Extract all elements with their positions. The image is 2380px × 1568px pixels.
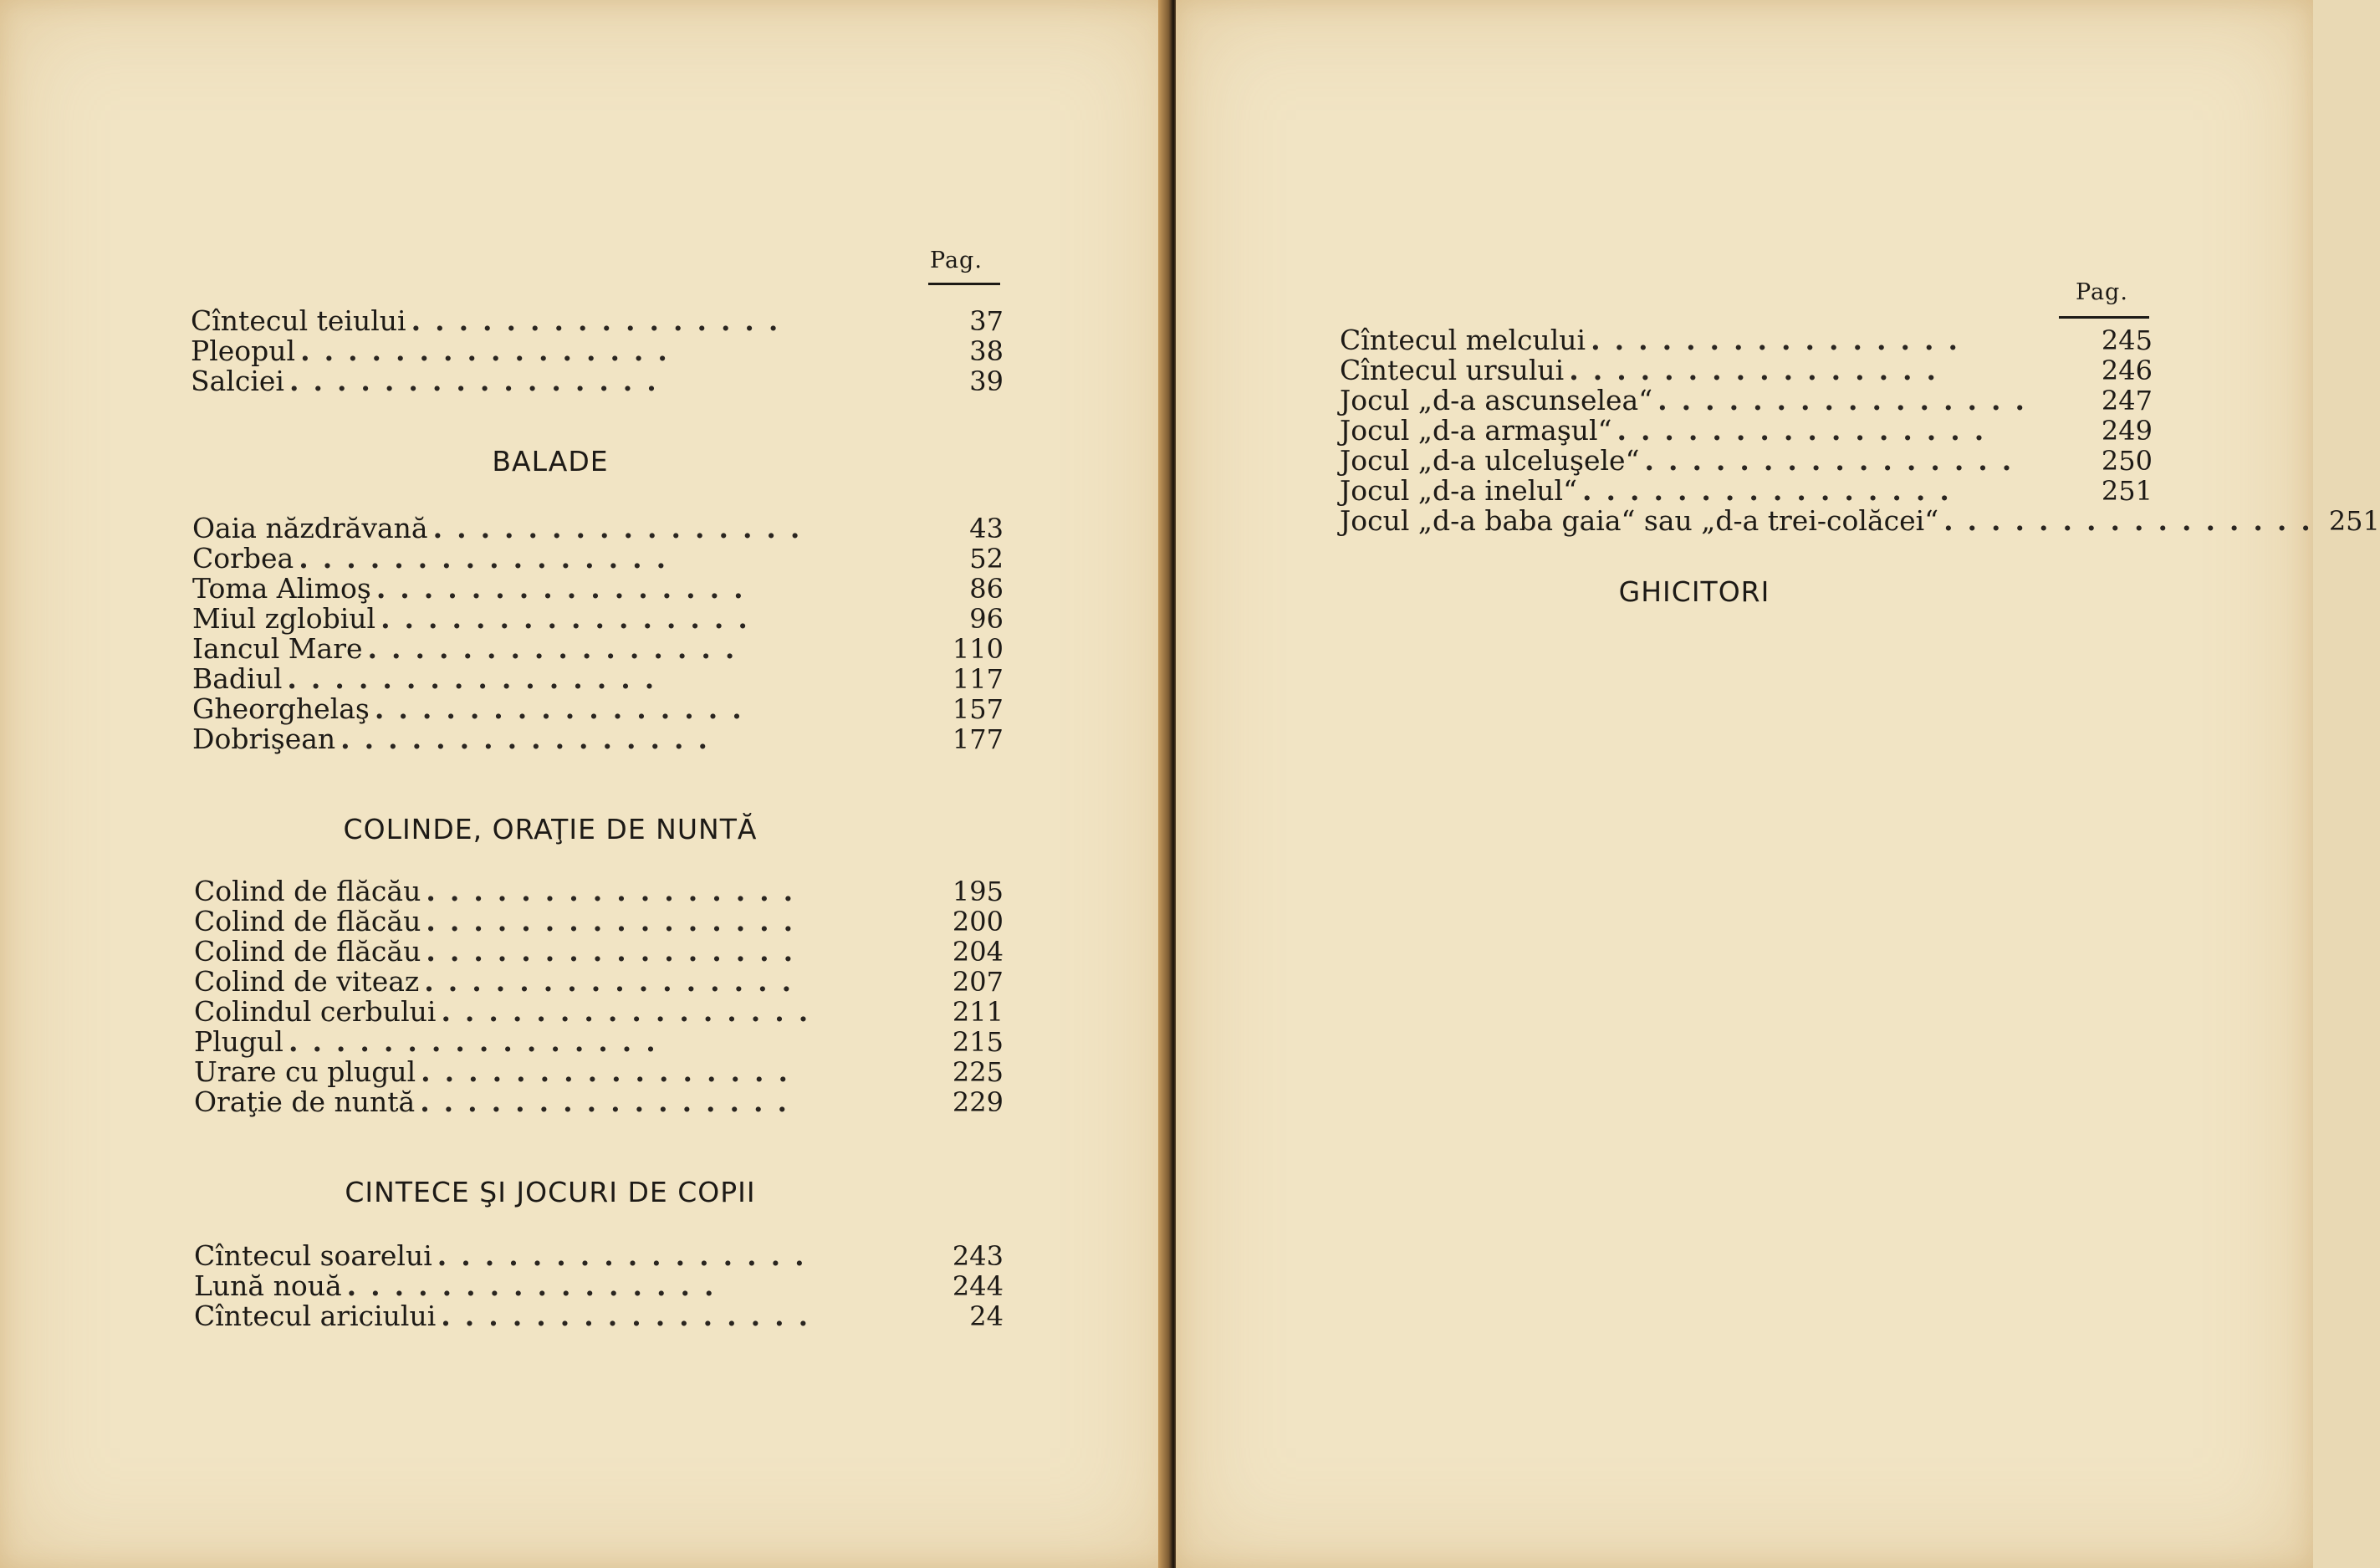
entry-page: 110 (952, 633, 1004, 665)
section-heading-colinde: COLINDE, ORAŢIE DE NUNTĂ (343, 813, 758, 845)
entry-page: 38 (969, 335, 1004, 367)
entry-title: Jocul „d-a armaşul“ (1340, 414, 1612, 447)
toc-entry (1340, 446, 2153, 476)
pag-label: Pag. (930, 248, 983, 273)
entry-title: Jocul „d-a inelul“ (1340, 474, 1577, 507)
dot-leader: ................ (1569, 354, 1951, 386)
entry-page: 37 (969, 305, 1004, 337)
dot-leader: ................ (287, 662, 669, 695)
pag-rule (928, 283, 1000, 285)
toc-entry (194, 937, 1004, 967)
toc-entry (194, 997, 1004, 1027)
entry-title: Oraţie de nuntă (194, 1085, 416, 1118)
entry-title: Colind de viteaz (194, 965, 420, 998)
toc-entry (191, 306, 1004, 336)
entry-page: 39 (969, 365, 1004, 397)
right-page (1176, 0, 2380, 1568)
entry-title: Oaia năzdrăvană (192, 512, 428, 544)
dot-leader: ................ (441, 1300, 823, 1332)
entry-title: Colindul cerbului (194, 995, 437, 1028)
dot-leader: ................ (1581, 474, 1964, 507)
entry-page: 200 (952, 906, 1004, 937)
toc-entry (1340, 386, 2153, 416)
toc-entry (1340, 416, 2153, 446)
entry-page: 251 (2328, 505, 2380, 537)
dot-leader: ................ (421, 1055, 802, 1088)
entry-page: 86 (969, 573, 1004, 605)
entry-title: Urare cu plugul (194, 1055, 416, 1088)
entry-title: Colind de flăcău (194, 875, 421, 907)
toc-entry (191, 366, 1004, 396)
entry-page: 246 (2101, 355, 2153, 386)
dot-leader: ................ (1657, 384, 2039, 416)
entry-page: 247 (2101, 385, 2153, 416)
toc-entry (1340, 355, 2153, 386)
dot-leader: ................ (426, 905, 808, 937)
entry-page: 211 (952, 996, 1004, 1028)
dot-leader: ................ (374, 692, 756, 725)
toc-entry (194, 1241, 1004, 1271)
toc-group-intro (191, 306, 1004, 396)
entry-title: Jocul „d-a ascunselea“ (1340, 384, 1653, 416)
entry-title: Corbea (192, 542, 294, 575)
toc-entry (192, 664, 1004, 694)
dot-leader: ................ (340, 723, 722, 755)
pag-rule (2059, 316, 2149, 319)
toc-entry (194, 876, 1004, 907)
dot-leader: ................ (441, 995, 823, 1028)
entry-page: 245 (2101, 324, 2153, 356)
section-heading-balade: BALADE (492, 445, 609, 478)
entry-title: Colind de flăcău (194, 905, 421, 937)
dot-leader: ................ (288, 1025, 670, 1058)
entry-page: 229 (952, 1086, 1004, 1118)
entry-page: 250 (2101, 445, 2153, 477)
toc-entry (192, 574, 1004, 604)
toc-group-balade (192, 513, 1004, 754)
dot-leader: ................ (437, 1239, 819, 1272)
dot-leader: ................ (426, 935, 808, 968)
dot-leader: ................ (346, 1269, 728, 1302)
entry-title: Cîntecul teiului (191, 304, 406, 337)
entry-page: 249 (2101, 415, 2153, 447)
entry-page: 177 (952, 723, 1004, 755)
toc-entry (194, 1271, 1004, 1301)
dot-leader: ................ (1644, 444, 2026, 477)
entry-page: 195 (952, 876, 1004, 907)
entry-page: 225 (952, 1056, 1004, 1088)
entry-title: Cîntecul ursului (1340, 354, 1565, 386)
entry-title: Cîntecul melcului (1340, 324, 1586, 356)
entry-title: Dobrişean (192, 723, 336, 755)
entry-title: Pleopul (191, 335, 296, 367)
toc-entry (1340, 476, 2153, 506)
entry-title: Toma Alimoş (192, 572, 371, 605)
entry-title: Miul zglobiul (192, 602, 376, 635)
dot-leader: ................ (300, 335, 682, 367)
dot-leader: ................ (1591, 324, 1972, 356)
toc-entry (192, 513, 1004, 544)
toc-entry (194, 1087, 1004, 1117)
entry-page: 157 (952, 693, 1004, 725)
dot-leader: ................ (289, 365, 671, 397)
dot-leader: ................ (299, 542, 681, 575)
section-heading-cintece: CINTECE ŞI JOCURI DE COPII (345, 1176, 756, 1208)
entry-title: Iancul Mare (192, 632, 363, 665)
entry-title: Cîntecul soarelui (194, 1239, 432, 1272)
entry-title: Lună nouă (194, 1269, 342, 1302)
toc-entry (194, 1027, 1004, 1057)
dot-leader: ................ (424, 965, 806, 998)
entry-page: 24 (969, 1300, 1004, 1332)
entry-title: Cîntecul ariciului (194, 1300, 437, 1332)
toc-entry (192, 544, 1004, 574)
dot-leader: ................ (420, 1085, 802, 1118)
entry-page: 117 (952, 663, 1004, 695)
toc-entry (194, 907, 1004, 937)
toc-entry (192, 634, 1004, 664)
toc-group-right (1340, 324, 2380, 537)
dot-leader: ................ (367, 632, 749, 665)
entry-page: 251 (2101, 475, 2153, 507)
toc-entry (1340, 504, 2380, 537)
entry-page: 215 (952, 1026, 1004, 1058)
dot-leader: ................ (380, 602, 762, 635)
dot-leader: ................ (375, 572, 758, 605)
toc-group-colinde (194, 876, 1004, 1117)
entry-title: Plugul (194, 1025, 283, 1058)
entry-title: Gheorghelaş (192, 692, 370, 725)
entry-page: 43 (969, 513, 1004, 544)
entry-page: 52 (969, 543, 1004, 575)
toc-entry (194, 1301, 1004, 1331)
toc-entry (192, 724, 1004, 754)
section-heading-ghicitori: GHICITORI (1618, 575, 1770, 608)
left-page (0, 0, 1171, 1568)
dot-leader: ................ (432, 512, 815, 544)
entry-title: Badiul (192, 662, 283, 695)
entry-page: 207 (952, 966, 1004, 998)
toc-entry (194, 967, 1004, 997)
toc-entry (192, 694, 1004, 724)
entry-page: 243 (952, 1240, 1004, 1272)
entry-title: Jocul „d-a baba gaia“ sau „d-a trei-colăcei“ (1340, 504, 1939, 537)
dot-leader: ................ (1943, 504, 2325, 537)
entry-title: Jocul „d-a ulceluşele“ (1340, 444, 1640, 477)
toc-entry (1340, 325, 2153, 355)
pag-label: Pag. (2076, 279, 2128, 305)
toc-entry (192, 604, 1004, 634)
dot-leader: ................ (411, 304, 793, 337)
entry-page: 244 (952, 1270, 1004, 1302)
dot-leader: ................ (1616, 414, 1999, 447)
toc-entry (194, 1057, 1004, 1087)
dot-leader: ................ (426, 875, 808, 907)
toc-group-cintece (194, 1241, 1004, 1331)
toc-entry (191, 336, 1004, 366)
entry-title: Salciei (191, 365, 284, 397)
entry-title: Colind de flăcău (194, 935, 421, 968)
entry-page: 96 (969, 603, 1004, 635)
entry-page: 204 (952, 936, 1004, 968)
